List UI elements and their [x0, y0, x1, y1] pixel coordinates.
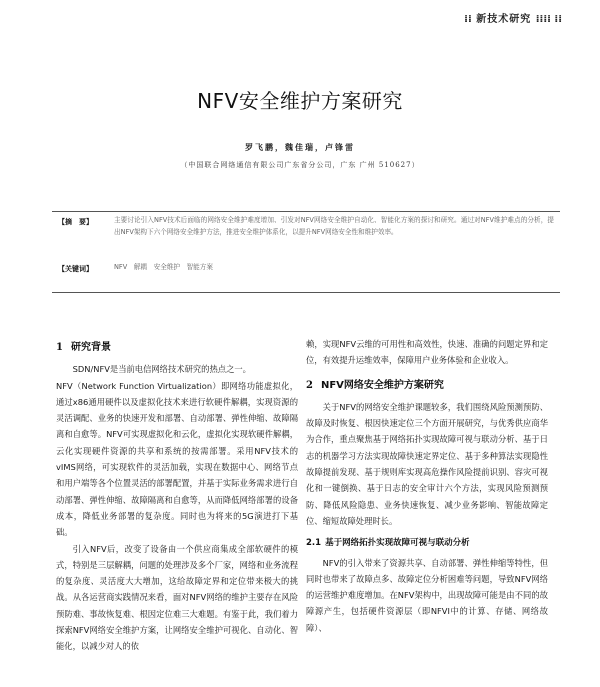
right-column-paragraph-1: 赖，实现NFV云维的可用性和高效性，快速、准确的问题定界和定位，有效提升运维效率，保障用户业务体验和企业收入。: [306, 339, 548, 366]
paper-title: NFV安全维护方案研究: [197, 89, 403, 113]
section-1-paragraph-1a: SDN/NFV是当前电信网络技术研究的热点之一。: [72, 364, 251, 375]
section-2-heading: [306, 378, 548, 394]
column-tag-label: 新技术研究: [476, 14, 532, 25]
section-2-1-number: 2.1: [306, 538, 322, 549]
paper-affiliation: （中国联合网络通信有限公司广东省分公司，广东 广州 510627）: [180, 161, 420, 169]
paper-authors: 罗飞鹏，魏佳瑞，卢锋雷: [245, 142, 355, 152]
keywords-label: 【关键词】: [58, 265, 93, 273]
section-1-number: 1: [56, 342, 63, 353]
section-2-paragraph-1: 关于NFV的网络安全维护课题较多，我们围绕风险预测预防、故障及时恢复、根因快速定位三个方面开展研究，与优秀供应商华为合作，重点聚焦基于网络拓扑实现故障可视与联动分析、基于日志的机器学习方法实现故障快速定界定位、基于多种算法实现隐性故障提前发现、基于规则库实现高危操作风险提前识别、容灾可视化和一键倒换、基于日志的安全审计六个方法，实现风险预测预防、降低风险隐患、业务快速恢复、减少业务影响、智能故障定位、缩短故障处理时长。: [306, 401, 548, 526]
column-tag-bars-left: ⁞⁞: [464, 14, 472, 25]
section-2-1-paragraph-1: NFV的引入带来了资源共享、自动部署、弹性伸缩等特性，但同时也带来了故障点多、故障定位分析困难等问题，导致NFV网络的运营维护难度增加。在NFV架构中，出现故障可能是由不同的故障源产生，包括硬件资源层（即NFVI中的计算、存储、网络故障）、: [306, 557, 548, 633]
column-tag: [464, 10, 562, 25]
column-tag-bars-right: ⁞⁞⁞⁞ ⁞⁞: [535, 14, 562, 25]
section-1-paragraph-2: 引入NFV后，改变了设备由一个供应商集成全部软硬件的模式，特别是三层解耦，问题的处理涉及多个厂家，网络和业务流程的复杂度、灵活度大大增加，这给故障定界和定位带来极大的挑战。从各运营商实践情况来看，面对NFV网络的维护主要存在风险预防难、事故恢复难、根因定位难三大难题。有鉴于此，我们着力探索NFV网络安全维护方案，让网络安全维护可视化、自动化、智能化，以减少对人的依: [56, 543, 298, 652]
keywords-text: NFV 解耦 安全维护 智能方案: [114, 263, 213, 271]
section-1-heading: [56, 340, 298, 356]
section-2-1-heading: [306, 535, 548, 551]
abstract-text: 主要讨论引入NFV技术后面临的网络安全维护难度增加、引发对NFV网络安全维护自动化、智能化方案的探讨和研究。通过对NFV维护难点的分析，提出NFV架构下六个网络安全维护方法，推进安全维护体系化，以提升NFV网络安全性和维护效率。: [114, 216, 554, 236]
section-2-1-title: 基于网络拓扑实现故障可视与联动分析: [325, 538, 470, 549]
right-column: [306, 336, 548, 636]
section-1-title: 研究背景: [70, 342, 111, 353]
section-2-number: 2: [306, 379, 313, 391]
abstract-box: [52, 211, 560, 293]
abstract-label: 【摘 要】: [58, 218, 93, 226]
left-column: [56, 340, 298, 655]
section-1-paragraph-1b: NFV（Network Function Virtualization）即网络功能虚拟化，通过x86通用硬件以及虚拟化技术来进行软硬件解耦，实现资源的灵活调配、业务的快速开发和部署、自动部署、弹性伸缩、故障隔离和自愈等。NFV可实现虚拟化和云化，虚拟化实现软硬件解耦，云化实现硬件资源的共享和系统的按需部署。采用NFV技术的vIMS网络，可实现软件的灵活加载，实现在数据中心、网络节点和用户端等各个位置灵活的部署配置，并基于实际业务需求进行自动部署、弹性伸缩、故障隔离和自愈等，从而降低网络部署的设备成本，降低业务部署的复杂度。同时也为将来的5G演进打下基础。: [56, 380, 298, 538]
section-2-title: NFV网络安全维护方案研究: [320, 379, 444, 391]
